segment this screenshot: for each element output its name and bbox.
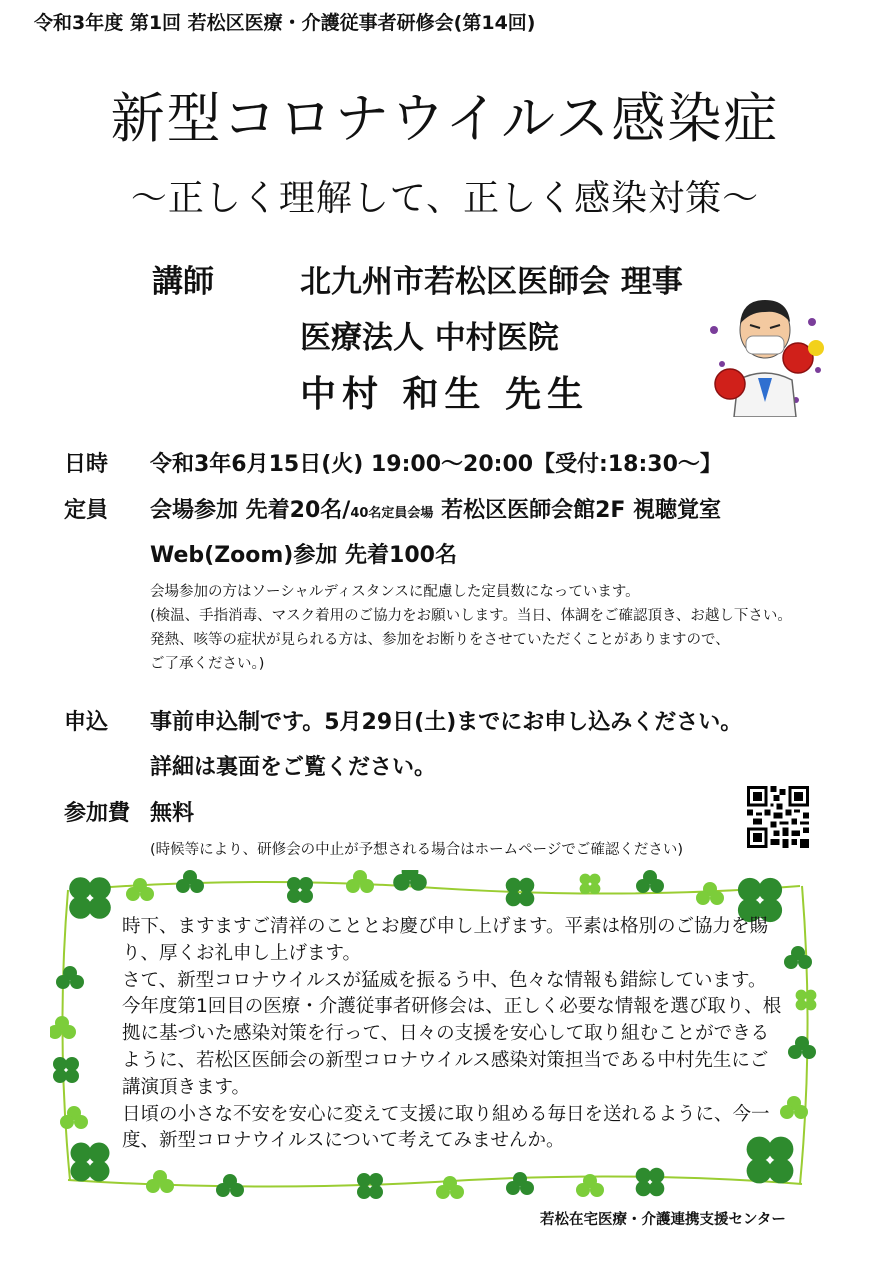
fee-note: (時候等により、研修会の中止が予想される場合はホームページでご確認ください) xyxy=(150,842,684,858)
fee-value: 無料 xyxy=(150,801,195,826)
lecturer-label: 講師 xyxy=(152,264,214,300)
application-label: 申込 xyxy=(64,710,109,735)
lecturer-name: 中村 和生 先生 xyxy=(300,374,590,415)
capacity-venue-size: 40名定員会場 xyxy=(350,506,434,521)
boxing-glove-icon xyxy=(715,369,745,399)
note-line: ご了承ください。) xyxy=(150,656,265,672)
datetime-value: 令和3年6月15日(火) 19:00〜20:00【受付:18:30〜】 xyxy=(150,452,722,477)
datetime-label: 日時 xyxy=(64,452,109,477)
note-line: 発熱、咳等の症状が見られる方は、参加をお断りをさせていただくことがありますので、 xyxy=(150,632,730,648)
page-subtitle: 〜正しく理解して、正しく感染対策〜 xyxy=(130,178,760,219)
greeting-letter xyxy=(122,914,782,1155)
letter-paragraph: 日頃の小さな不安を安心に変えて支援に取り組める毎日を送れるように、今一度、新型コロナウイルスについて考えてみませんか。 xyxy=(122,1103,770,1152)
letter-paragraph: 時下、ますますご清祥のこととお慶び申し上げます。平素は格別のご協力を賜り、厚くお礼申し上げます。 xyxy=(122,916,769,964)
doctor-boxing-illustration xyxy=(700,292,830,417)
capacity-web: Web(Zoom)参加 先着100名 xyxy=(150,543,457,568)
lecturer-clinic: 医療法人 中村医院 xyxy=(300,320,559,356)
lecturer-affiliation: 北九州市若松区医師会 理事 xyxy=(300,264,683,300)
capacity-label: 定員 xyxy=(64,498,109,523)
letter-paragraph: さて、新型コロナウイルスが猛威を振るう中、色々な情報も錯綜しています。今年度第1回目の医療・介護従事者研修会は、正しく必要な情報を選び取り、根拠に基づいた感染対策を行って、日々の支援を安心して取り組むことができるように、若松区医師会の新型コロナウイルス感染対策担当である中村先生にご講演頂きます。 xyxy=(122,969,782,1098)
application-deadline: 事前申込制です。5月29日(土)までにお申し込みください。 xyxy=(150,710,743,735)
qr-code[interactable] xyxy=(747,786,809,848)
page-title: 新型コロナウイルス感染症 xyxy=(110,87,780,150)
organizer-name: 若松在宅医療・介護連携支援センター xyxy=(540,1212,786,1228)
fee-label: 参加費 xyxy=(64,801,131,826)
application-details: 詳細は裏面をご覧ください。 xyxy=(150,755,437,780)
event-header: 令和3年度 第1回 若松区医療・介護従事者研修会(第14回) xyxy=(34,12,536,34)
note-line: (検温、手指消毒、マスク着用のご協力をお願いします。当日、体調をご確認頂き、お越し下さい。 xyxy=(150,608,792,624)
note-line: 会場参加の方はソーシャルディスタンスに配慮した定員数になっています。 xyxy=(150,584,640,600)
capacity-venue: 会場参加 先着20名/40名定員会場 若松区医師会館2F 視聴覚室 xyxy=(150,498,722,523)
